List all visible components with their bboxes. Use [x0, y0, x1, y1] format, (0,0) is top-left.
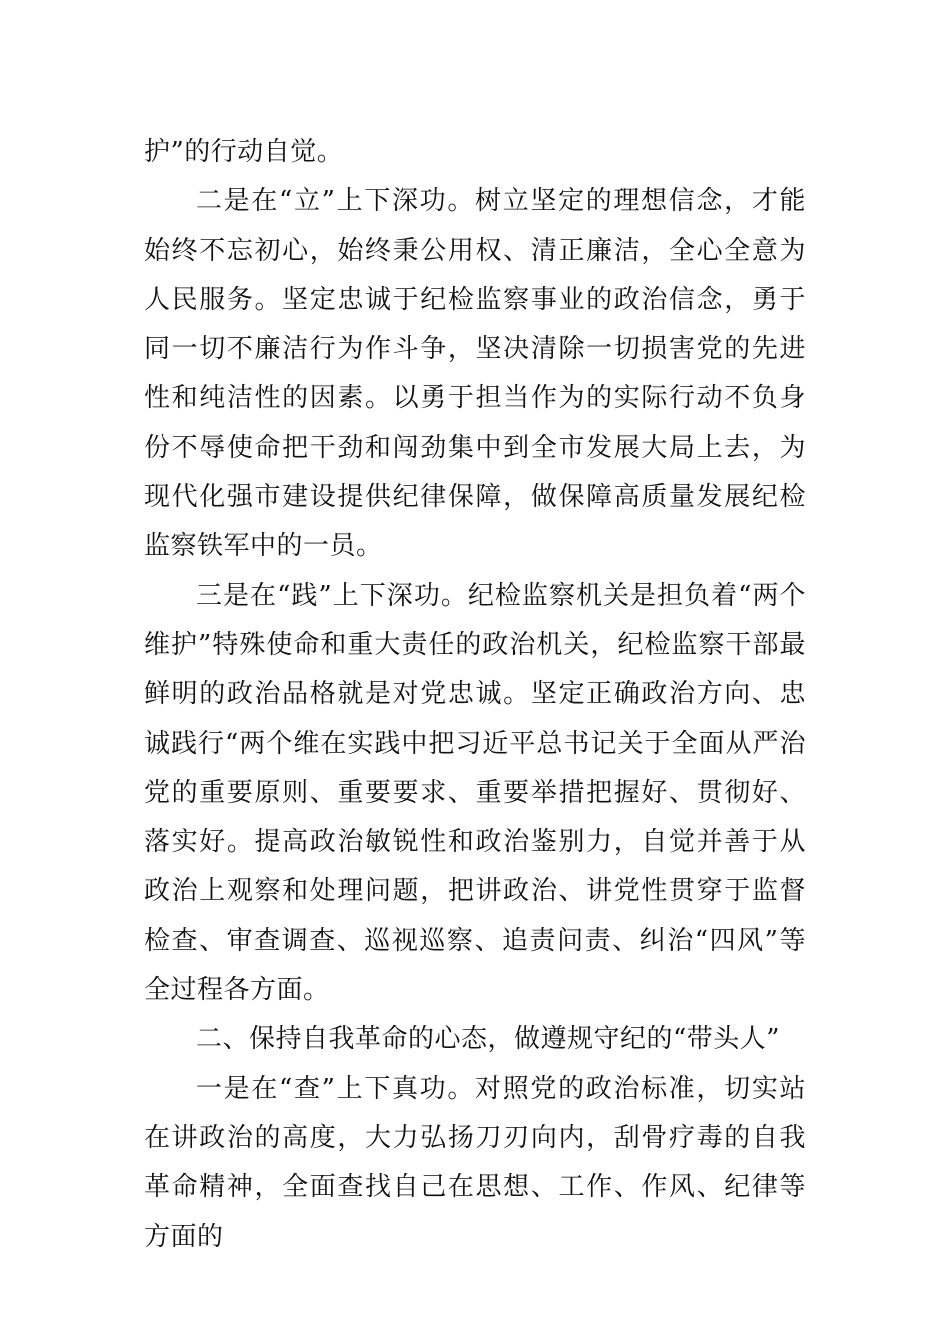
- paragraph-continuation: 护”的行动自觉。: [144, 137, 344, 167]
- document-body: [144, 128, 806, 1262]
- paragraph-cha: 一是在“查”上下真功。对照党的政治标准，切实站在讲政治的高度，大力弘扬刀刃向内，刮骨疗毒的自我革命精神，全面查找自己在思想、工作、作风、纪律等方面的: [144, 1073, 806, 1252]
- paragraph-jian: 三是在“践”上下深功。纪检监察机关是担负着“两个维护”特殊使命和重大责任的政治机关，纪检监察干部最鲜明的政治品格就是对党忠诚。坚定正确政治方向、忠诚践行“两个维在实践中把习近平总书记关于全面从严治党的重要原则、重要要求、重要举措把握好、贯彻好、落实好。提高政治敏锐性和政治鉴别力，自觉并善于从政治上观察和处理问题，把讲政治、讲党性贯穿于监督检查、审查调查、巡视巡察、追责问责、纠治“四风”等全过程各方面。: [144, 580, 806, 1006]
- section-heading: 二、保持自我革命的心态，做遵规守纪的“带头人”: [196, 1024, 781, 1055]
- paragraph-li: 二是在“立”上下深功。树立坚定的理想信念，才能始终不忘初心，始终秉公用权、清正廉洁，全心全意为人民服务。坚定忠诚于纪检监察事业的政治信念，勇于同一切不廉洁行为作斗争，坚决清除一切损害党的先进性和纯洁性的因素。以勇于担当作为的实际行动不负身份不辱使命把干劲和闯劲集中到全市发展大局上去，为现代化强市建设提供纪律保障，做保障高质量发展纪检监察铁军中的一员。: [144, 186, 806, 562]
